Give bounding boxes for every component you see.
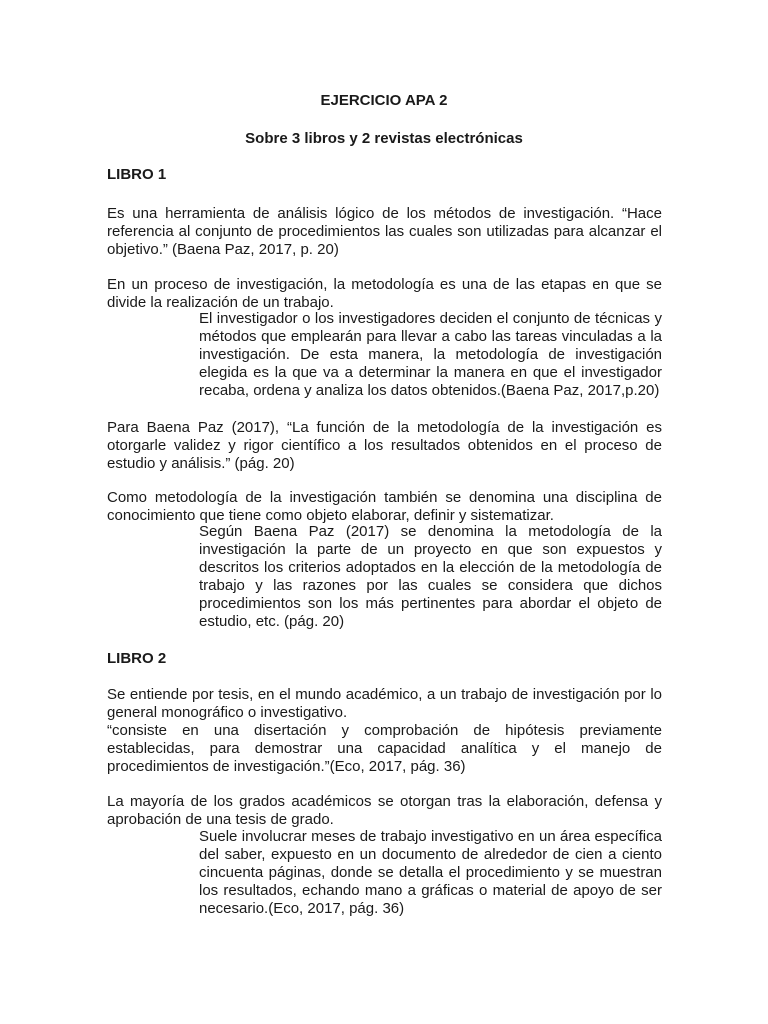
paragraph — [107, 419, 662, 473]
section-heading-libro-1: LIBRO 1 — [107, 166, 167, 183]
block-quote — [199, 523, 662, 631]
document-subtitle: Sobre 3 libros y 2 revistas electrónicas — [245, 130, 523, 147]
paragraph-text: “consiste en una disertación y comprobación de hipótesis previamente establecidas, para demostrar una capacidad analítica y el manejo de procedimientos de investigación.”(Eco, 2017, pág. 36) — [107, 722, 662, 775]
paragraph-text: Es una herramienta de análisis lógico de los métodos de investigación. “Hace referencia al conjunto de procedimientos las cuales son utilizadas para alcanzar el objetivo.” (Baena Paz, 2017, p. 20) — [107, 205, 662, 258]
paragraph-text: Para Baena Paz (2017), “La función de la metodología de la investigación es otorgarle validez y rigor científico a los resultados obtenidos en el proceso de estudio y análisis.” (pág. 20) — [107, 419, 662, 472]
paragraph — [107, 205, 662, 259]
paragraph — [107, 489, 662, 525]
paragraph-text: Se entiende por tesis, en el mundo académico, a un trabajo de investigación por lo general monográfico o investigativo. — [107, 686, 662, 721]
block-quote — [199, 310, 662, 400]
section-heading-libro-2: LIBRO 2 — [107, 650, 167, 667]
paragraph-text: Como metodología de la investigación también se denomina una disciplina de conocimiento que tiene como objeto elaborar, definir y sistematizar. — [107, 489, 662, 524]
block-quote-text: Suele involucrar meses de trabajo investigativo en un área específica del saber, expuesto en un documento de alrededor de cien a ciento cincuenta páginas, donde se detalla el procedimiento y se muestran los resultados, echando mano a gráficas o material de apoyo de ser necesario.(Eco, 2017, pág. 36) — [199, 828, 662, 917]
paragraph — [107, 793, 662, 829]
paragraph-text: La mayoría de los grados académicos se otorgan tras la elaboración, defensa y aprobación de una tesis de grado. — [107, 793, 662, 828]
paragraph-text: En un proceso de investigación, la metodología es una de las etapas en que se divide la realización de un trabajo. — [107, 276, 662, 311]
block-quote-text: Según Baena Paz (2017) se denomina la metodología de la investigación la parte de un proyecto en que son expuestos y descritos los criterios adoptados en la elección de la metodología de trabajo y las razones por las cuales se considera que dichos procedimientos son los más pertinentes para abordar el objeto de estudio, etc. (pág. 20) — [199, 523, 662, 630]
document-title: EJERCICIO APA 2 — [320, 92, 448, 109]
block-quote-text: El investigador o los investigadores deciden el conjunto de técnicas y métodos que emplearán para llevar a cabo las tareas vinculadas a la investigación. De esta manera, la metodología de investigación elegida es la que va a determinar la manera en que el investigador recaba, ordena y analiza los datos obtenidos.(Baena Paz, 2017,p.20) — [199, 310, 662, 399]
paragraph — [107, 686, 662, 776]
paragraph — [107, 276, 662, 312]
block-quote — [199, 828, 662, 918]
